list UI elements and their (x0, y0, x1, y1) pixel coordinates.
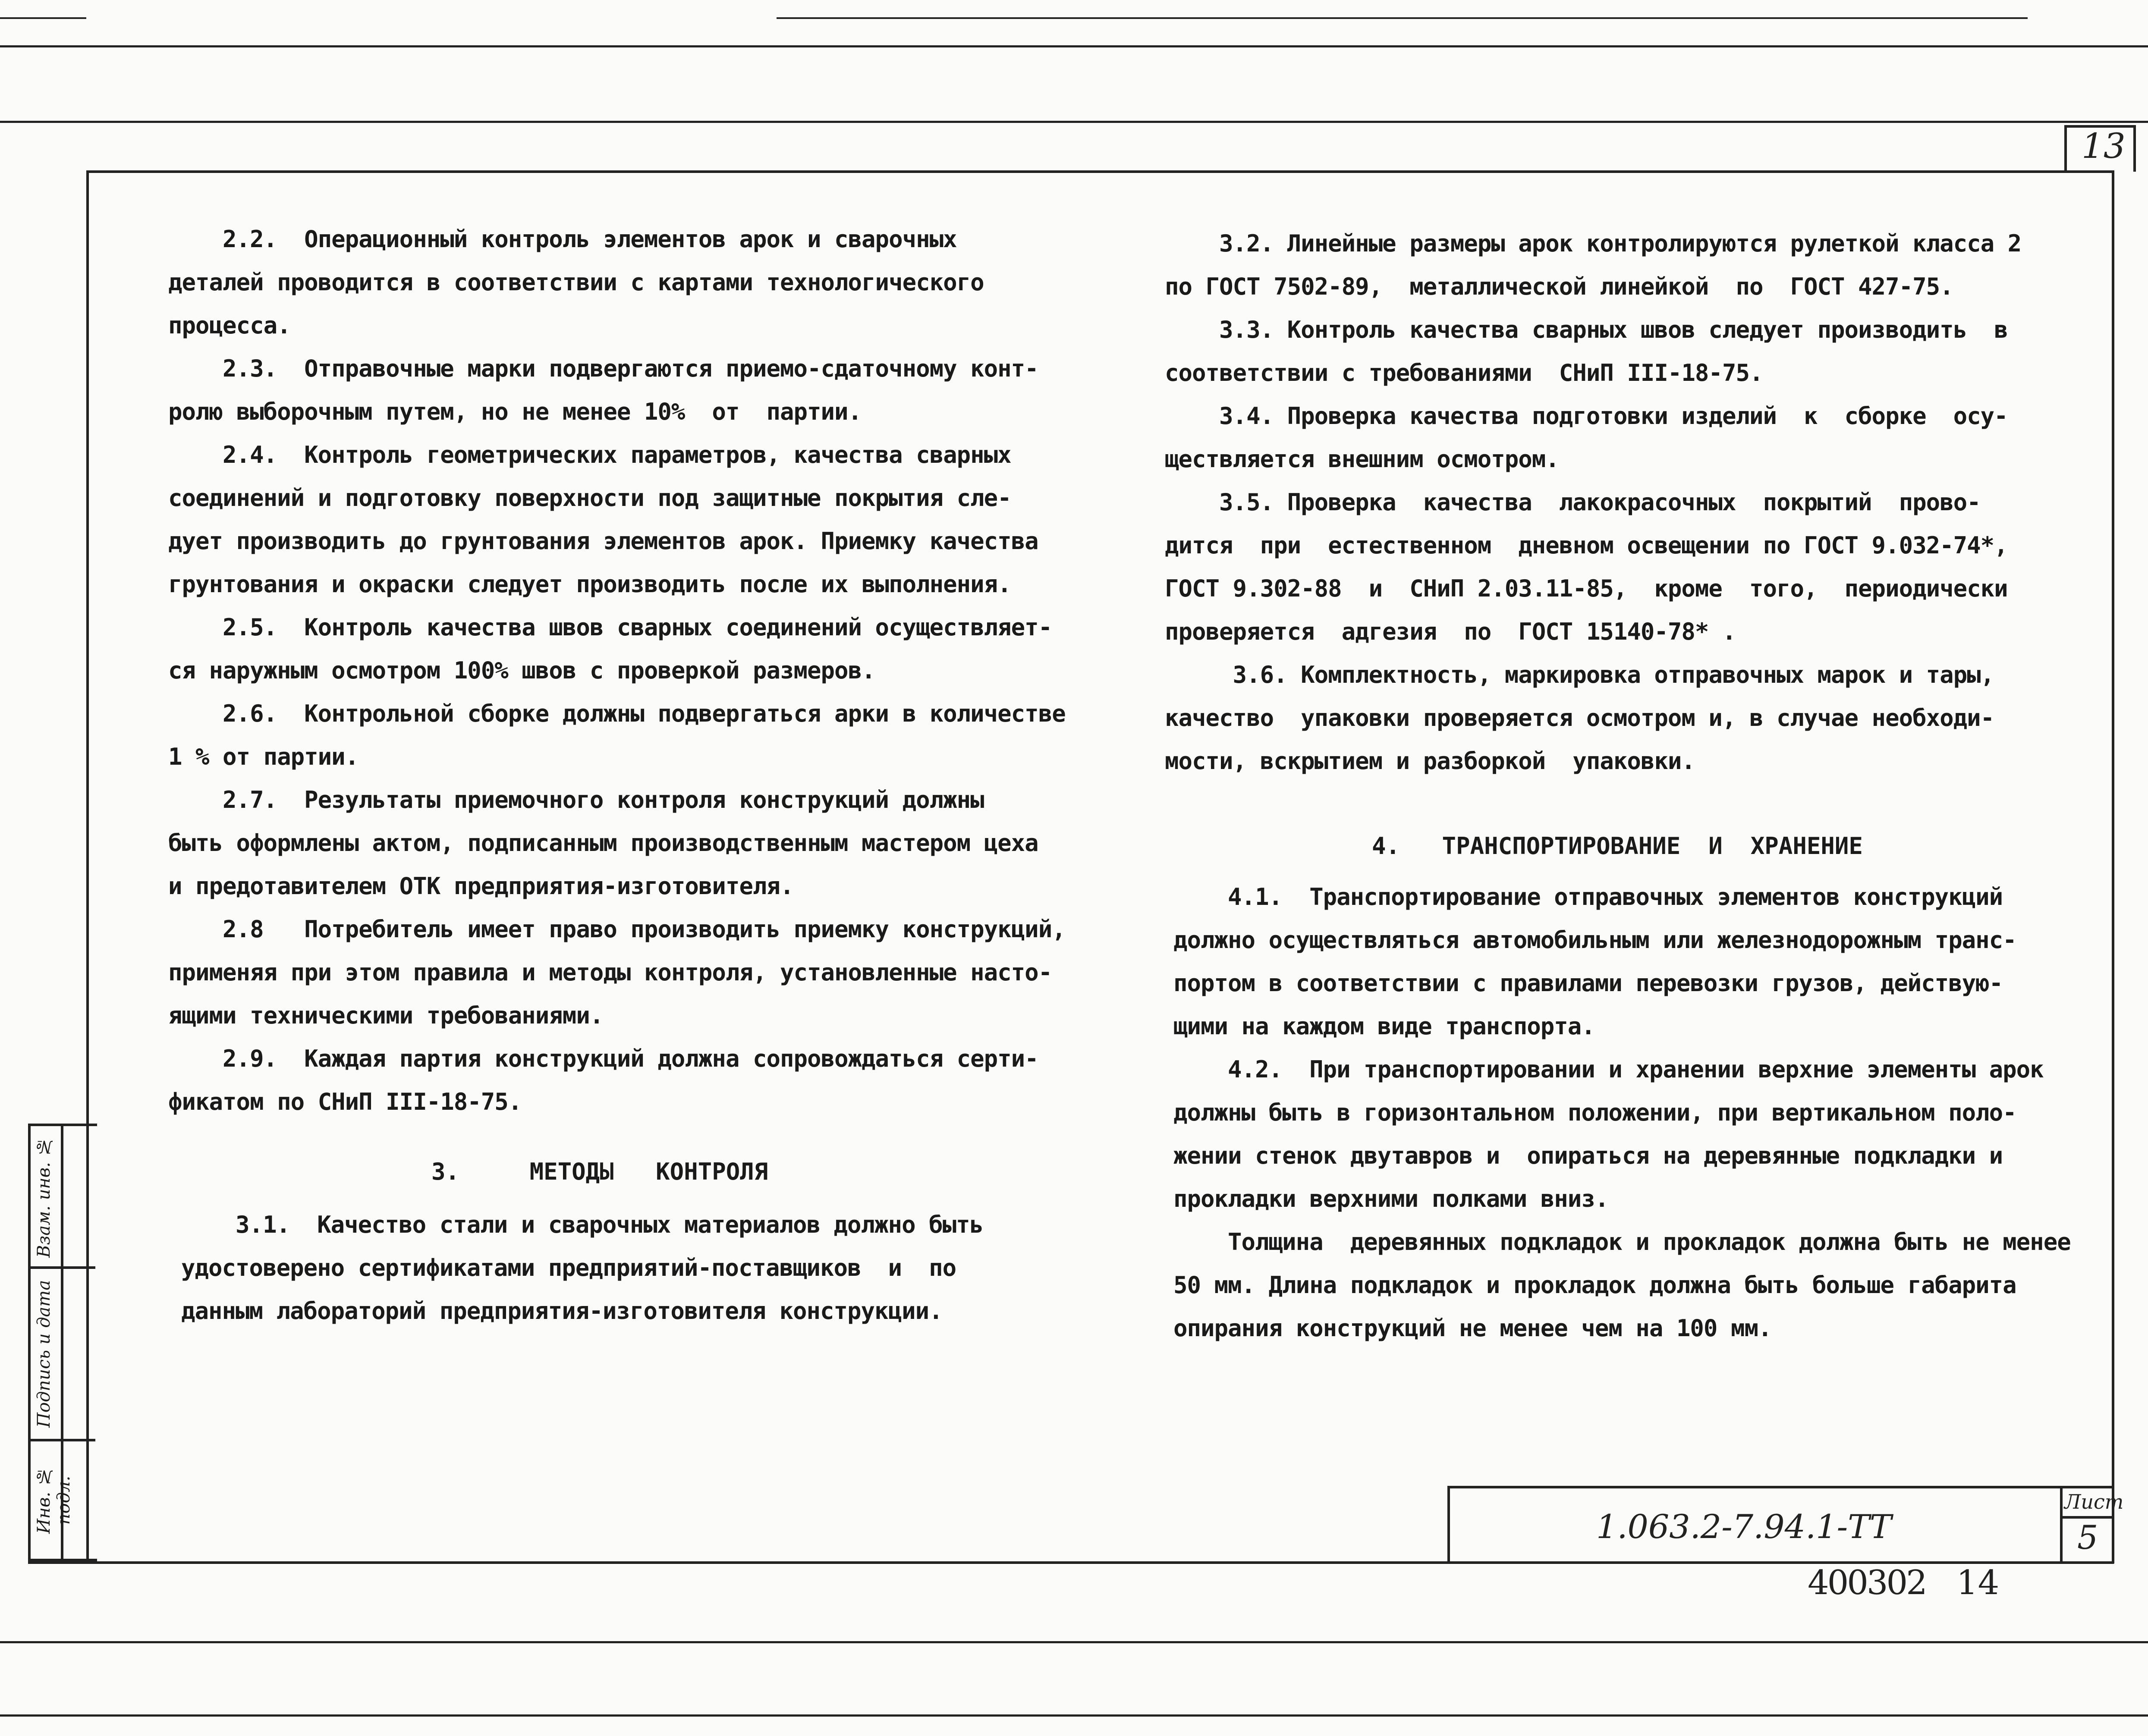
text-line: должны быть в горизонтальном положении, при вертикальном поло- (1173, 1099, 2016, 1126)
text-line: 3.4. Проверка качества подготовки изделий к сборке осу- (1165, 402, 2008, 430)
frame-right (2112, 170, 2114, 1563)
text-line: быть оформлены актом, подписанным производственным мастером цеха (168, 829, 1038, 857)
side-stamp-vzam-inv: Взам. инв. № (34, 1136, 54, 1258)
side-stamp-inv-podl: Инв. № подл. (34, 1466, 74, 1534)
corner-box-left (2064, 125, 2067, 172)
text-line: соответствии с требованиями СНиП III-18-75. (1165, 359, 1763, 386)
text-line: должно осуществляться автомобильным или железнодорожным транс- (1173, 926, 2016, 954)
text-line: 1 % от партии. (168, 743, 359, 770)
corner-box-right (2133, 125, 2136, 172)
side-stamp-row-1 (31, 1266, 95, 1269)
archive-sheet: 14 (1956, 1563, 2000, 1602)
title-block-left (1447, 1486, 1450, 1563)
text-line: дует производить до грунтования элементов арок. Приемку качества (168, 527, 1038, 555)
title-block-sheet-divider (2060, 1486, 2063, 1563)
text-line: 2.4. Контроль геометрических параметров, качества сварных (168, 441, 1011, 468)
text-line: 3.6. Комплектность, маркировка отправочных марок и тары, (1165, 661, 1994, 688)
right-column (1165, 222, 2021, 783)
scan-line-bottom-2 (0, 1714, 2148, 1717)
text-line: Толщина деревянных подкладок и прокладок должна быть не менее (1173, 1228, 2071, 1256)
scan-line-top-1 (0, 17, 86, 19)
text-line: 2.9. Каждая партия конструкций должна сопровождаться серти- (168, 1045, 1038, 1072)
scan-line-top-4 (0, 121, 2148, 123)
text-line: 3.3. Контроль качества сварных швов следует производить в (1165, 316, 2008, 343)
text-line: ГОСТ 9.302-88 и СНиП 2.03.11-85, кроме того, периодически (1165, 575, 2008, 602)
text-line: грунтования и окраски следует производить после их выполнения. (168, 571, 1011, 598)
scan-line-top-3 (0, 45, 2148, 47)
text-line: и предотавителем ОТК предприятия-изготовителя. (168, 873, 794, 900)
text-line: 2.5. Контроль качества швов сварных соединений осуществляет- (168, 614, 1052, 641)
text-line: 2.2. Операционный контроль элементов арок и сварочных (168, 226, 957, 253)
text-line: ящими техническими требованиями. (168, 1002, 604, 1029)
text-line: 3.5. Проверка качества лакокрасочных покрытий прово- (1165, 489, 1981, 516)
text-line: проверяется адгезия по ГОСТ 15140-78* . (1165, 618, 1736, 645)
text-line: 3.1. Качество стали и сварочных материалов должно быть (181, 1211, 984, 1238)
text-line: 4.2. При транспортировании и хранении верхние элементы арок (1173, 1056, 2044, 1083)
side-stamp (28, 1124, 97, 1561)
text-line: данным лабораторий предприятия-изготовителя конструкции. (181, 1297, 943, 1325)
frame-top (86, 170, 2114, 173)
text-line: прокладки верхними полками вниз. (1173, 1185, 1609, 1212)
section-3-text (181, 1203, 983, 1333)
scan-line-top-2 (777, 17, 2028, 19)
text-line: процесса. (168, 312, 291, 339)
text-line: качество упаковки проверяется осмотром и, в случае необходи- (1165, 704, 1994, 731)
text-line: 4.1. Транспортирование отправочных элементов конструкций (1173, 883, 2003, 910)
text-line: портом в соответствии с правилами перевозки грузов, действую- (1173, 970, 2003, 997)
left-column (168, 218, 1066, 1124)
frame-bottom (28, 1561, 2114, 1564)
text-line: 50 мм. Длина подкладок и прокладок должна быть больше габарита (1173, 1271, 2016, 1299)
title-block-top (1447, 1486, 2114, 1488)
archive-number: 400302 (1808, 1563, 1926, 1602)
text-line: соединений и подготовку поверхности под защитные покрытия сле- (168, 484, 1011, 512)
text-line: жении стенок двутавров и опираться на деревянные подкладки и (1173, 1142, 2003, 1169)
text-line: ществляется внешним осмотром. (1165, 446, 1559, 473)
document-code: 1.063.2-7.94.1-ТТ (1596, 1507, 1892, 1546)
text-line: по ГОСТ 7502-89, металлической линейкой по ГОСТ 427-75. (1165, 273, 1953, 300)
text-line: 2.8 Потребитель имеет право производить приемку конструкций, (168, 916, 1066, 943)
section-4-text (1173, 876, 2071, 1350)
text-line: удостоверено сертификатами предприятий-поставщиков и по (181, 1254, 956, 1281)
text-line: ся наружным осмотром 100% швов с проверкой размеров. (168, 657, 875, 684)
sheet-number: 5 (2077, 1518, 2098, 1557)
text-line: мости, вскрытием и разборкой упаковки. (1165, 747, 1695, 775)
corner-page-number: 13 (2082, 126, 2126, 166)
scan-line-bottom-1 (0, 1641, 2148, 1643)
text-line: применяя при этом правила и методы контроля, установленные насто- (168, 959, 1052, 986)
side-stamp-row-2 (31, 1439, 95, 1441)
text-line: 2.6. Контрольной сборке должны подвергаться арки в количестве (168, 700, 1066, 727)
text-line: щими на каждом виде транспорта. (1173, 1013, 1595, 1040)
text-line: 2.7. Результаты приемочного контроля конструкций должны (168, 786, 984, 813)
section-3-heading: 3. МЕТОДЫ КОНТРОЛЯ (431, 1158, 768, 1185)
text-line: фикатом по СНиП III-18-75. (168, 1088, 522, 1115)
side-stamp-podpis-data: Подпись и дата (34, 1280, 54, 1428)
sheet-label: Лист (2064, 1490, 2124, 1513)
text-line: деталей проводится в соответствии с картами технологического (168, 269, 984, 296)
text-line: дится при естественном дневном освещении по ГОСТ 9.032-74*, (1165, 532, 2008, 559)
text-line: 2.3. Отправочные марки подвергаются приемо-сдаточному конт- (168, 355, 1038, 382)
text-line: опирания конструкций не менее чем на 100 мм. (1173, 1315, 1772, 1342)
section-4-heading: 4. ТРАНСПОРТИРОВАНИЕ И ХРАНЕНИЕ (1372, 832, 1863, 860)
text-line: ролю выборочным путем, но не менее 10% от партии. (168, 398, 862, 425)
text-line: 3.2. Линейные размеры арок контролируются рулеткой класса 2 (1165, 230, 2022, 257)
